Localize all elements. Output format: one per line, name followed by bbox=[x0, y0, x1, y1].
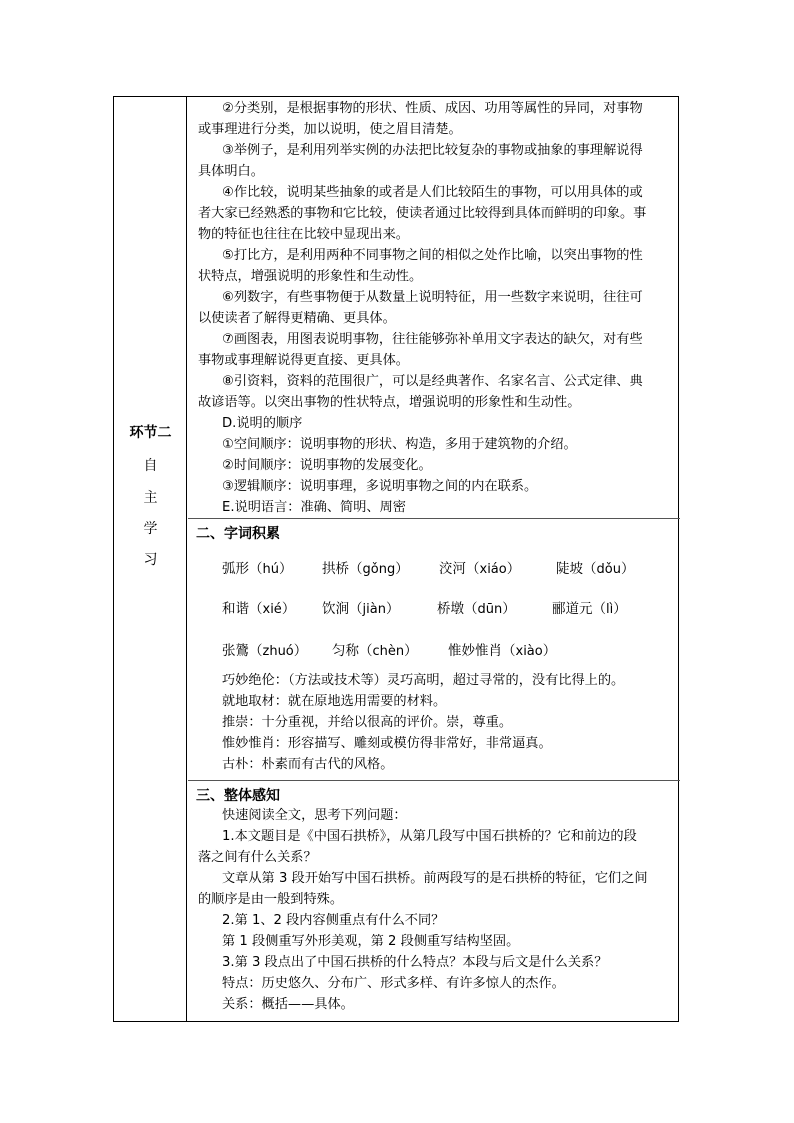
pinyin-item: 匀称（chèn） bbox=[332, 643, 418, 659]
section-char: 习 bbox=[143, 552, 158, 568]
section-label-cell bbox=[114, 97, 187, 1021]
pinyin-item: 桥墩（dūn） bbox=[437, 601, 516, 617]
question-line: 1.本文题目是《中国石拱桥》，从第几段写中国石拱桥的？它和前边的段 bbox=[222, 829, 637, 844]
language-line: E.说明语言：准确、简明、周密 bbox=[222, 500, 406, 515]
answer-line: 的顺序是由一般到特殊。 bbox=[198, 892, 344, 907]
answer-line: 文章从第 3 段开始写中国石拱桥。前两段写的是石拱桥的特征，它们之间 bbox=[222, 871, 648, 886]
method-line: 或事理进行分类，加以说明，使之眉目清楚。 bbox=[198, 122, 462, 137]
method-line: ②分类别，是根据事物的形状、性质、成因、功用等属性的异同，对事物 bbox=[222, 101, 643, 116]
vocab-heading: 二、字词积累 bbox=[196, 526, 280, 542]
section-char: 自 bbox=[143, 458, 158, 474]
definition-line: 就地取材：就在原地选用需要的材料。 bbox=[222, 694, 447, 709]
answer-line: 关系：概括——具体。 bbox=[222, 997, 354, 1012]
question-line: 2.第 1、2 段内容侧重点有什么不同？ bbox=[222, 913, 445, 928]
pinyin-item: 惟妙惟肖（xiào） bbox=[448, 643, 557, 659]
order-item: ③逻辑顺序：说明事理，多说明事物之间的内在联系。 bbox=[222, 479, 538, 494]
method-line: ⑤打比方，是利用两种不同事物之间的相似之处作比喻，以突出事物的性 bbox=[222, 248, 643, 263]
definition-line: 惟妙惟肖：形容描写、雕刻或模仿得非常好，非常逼真。 bbox=[222, 736, 552, 751]
method-line: 故谚语等。以突出事物的性状特点，增强说明的形象性和生动性。 bbox=[198, 395, 581, 410]
pinyin-item: 拱桥（gǒng） bbox=[322, 561, 409, 577]
method-line: 具体明白。 bbox=[198, 164, 264, 179]
pinyin-item: 和谐（xié） bbox=[222, 601, 296, 617]
order-item: ①空间顺序：说明事物的形状、构造，多用于建筑物的介绍。 bbox=[222, 437, 577, 452]
pinyin-item: 郦道元（lì） bbox=[552, 601, 627, 617]
method-line: 者大家已经熟悉的事物和它比较，使读者通过比较得到具体而鲜明的印象。事 bbox=[198, 206, 647, 221]
method-line: 以使读者了解得更精确、更具体。 bbox=[198, 311, 396, 326]
definition-line: 巧妙绝伦：（方法或技术等）灵巧高明，超过寻常的，没有比得上的。 bbox=[222, 673, 625, 688]
answer-line: 特点：历史悠久、分布广、形式多样、有许多惊人的杰作。 bbox=[222, 976, 565, 991]
section-divider bbox=[188, 780, 680, 781]
order-title: D.说明的顺序 bbox=[222, 416, 303, 431]
section-label: 环节二 bbox=[129, 425, 172, 441]
pinyin-item: 洨河（xiáo） bbox=[439, 561, 521, 577]
method-line: ④作比较，说明某些抽象的或者是人们比较陌生的事物，可以用具体的或 bbox=[222, 185, 643, 200]
pinyin-item: 陡坡（dǒu） bbox=[556, 561, 635, 577]
method-line: 物的特征也往往在比较中显现出来。 bbox=[198, 227, 409, 242]
lesson-table bbox=[113, 96, 679, 1022]
method-line: ⑦画图表，用图表说明事物，往往能够弥补单用文字表达的缺欠，对有些 bbox=[222, 332, 643, 347]
method-line: 事物或事理解说得更直接、更具体。 bbox=[198, 353, 409, 368]
pinyin-item: 张鷟（zhuó） bbox=[222, 643, 308, 659]
method-line: ⑥列数字，有些事物便于从数量上说明特征，用一些数字来说明，往往可 bbox=[222, 290, 643, 305]
question-line: 落之间有什么关系？ bbox=[198, 850, 317, 865]
overall-intro: 快速阅读全文，思考下列问题： bbox=[222, 808, 407, 823]
pinyin-item: 饮涧（jiàn） bbox=[322, 601, 400, 617]
overall-heading: 三、整体感知 bbox=[196, 788, 280, 804]
pinyin-item: 弧形（hú） bbox=[222, 561, 293, 577]
method-line: ⑧引资料，资料的范围很广，可以是经典著作、名家名言、公式定律、典 bbox=[222, 374, 643, 389]
section-divider bbox=[188, 518, 680, 519]
content-cell bbox=[188, 97, 680, 1021]
question-line: 3.第 3 段点出了中国石拱桥的什么特点？本段与后文是什么关系？ bbox=[222, 955, 608, 970]
section-char: 主 bbox=[143, 490, 158, 506]
answer-line: 第 1 段侧重写外形美观，第 2 段侧重写结构坚固。 bbox=[222, 934, 520, 949]
method-line: ③举例子，是利用列举实例的办法把比较复杂的事物或抽象的事理解说得 bbox=[222, 143, 643, 158]
order-item: ②时间顺序：说明事物的发展变化。 bbox=[222, 458, 432, 473]
definition-line: 古朴：朴素而有古代的风格。 bbox=[222, 757, 394, 772]
method-line: 状特点，增强说明的形象性和生动性。 bbox=[198, 269, 423, 284]
definition-line: 推崇：十分重视，并给以很高的评价。崇，尊重。 bbox=[222, 715, 513, 730]
section-char: 学 bbox=[143, 521, 158, 537]
